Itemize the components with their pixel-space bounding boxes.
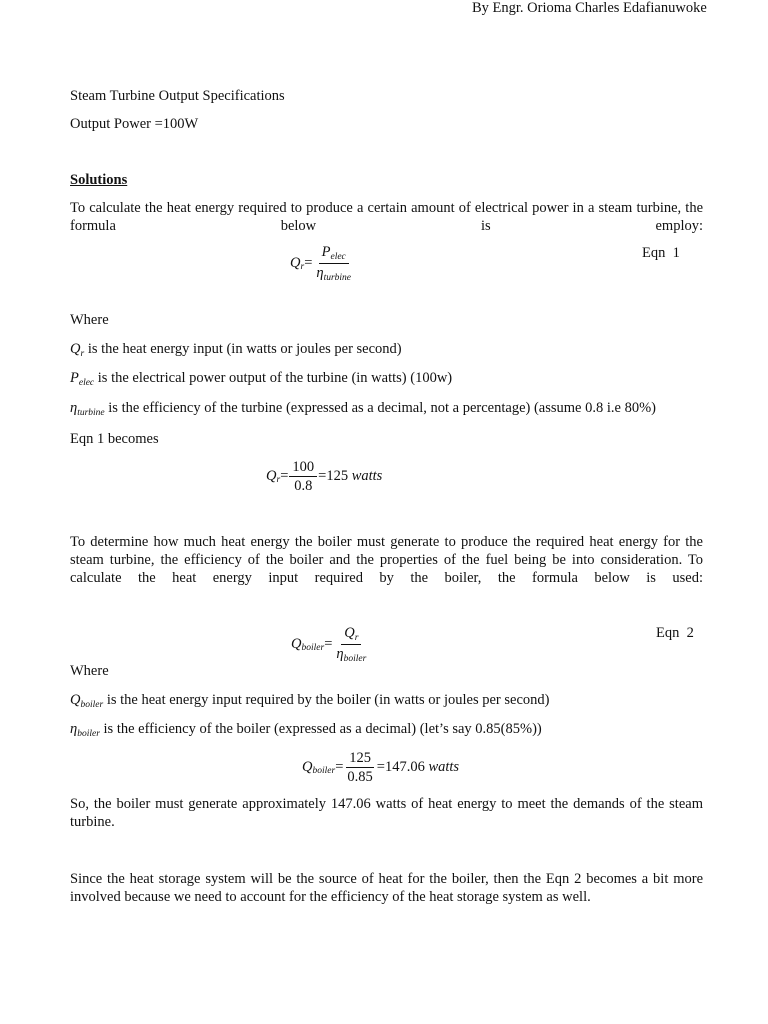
- equals-sign: =: [318, 468, 327, 484]
- equals-sign: =: [376, 759, 385, 775]
- author-header: By Engr. Orioma Charles Edafianuwoke: [472, 0, 707, 16]
- def-eta-turbine: $\eta_{turbine}$ is the efficiency of the turbine (expressed as a decimal, not a percentage) (assume 0.8 i.e 80%): [70, 400, 656, 418]
- solutions-heading: Solutions: [70, 172, 128, 188]
- eq1-lhs: Q: [290, 255, 301, 271]
- eqn2-label: Eqn 2: [656, 625, 694, 641]
- where-label-1: Where: [70, 312, 109, 328]
- eq1-den: η: [316, 265, 324, 281]
- equals-sign: =: [304, 255, 313, 271]
- calculation-1: Q r = $\frac{100}{0.8}$ = 125 watts: [266, 459, 383, 494]
- eq1-fraction: [313, 244, 354, 283]
- equation-1: [290, 244, 355, 283]
- eq1-num-sub: elec: [330, 252, 346, 262]
- def-qboiler: $Q_{boiler}$ is the heat energy input required by the boiler (in watts or joules per second): [70, 692, 550, 710]
- conclusion-paragraph: So, the boiler must generate approximately 147.06 watts of heat energy to meet the demands of the steam turbine.: [70, 796, 703, 830]
- calc2-unit: watts: [428, 759, 460, 775]
- eqn1-label: Eqn 1: [642, 245, 680, 261]
- eq2-fraction: $\frac{Q_r}{\eta_{boiler}}$: [336, 625, 367, 664]
- equals-sign: =: [335, 759, 344, 775]
- def-qr: $Q_r$ is the heat energy input (in watts or joules per second): [70, 341, 402, 359]
- eq1-den-sub: turbine: [323, 273, 352, 283]
- equals-sign: =: [280, 468, 289, 484]
- eqn1-becomes: Eqn 1 becomes: [70, 431, 159, 447]
- calc2-result: 147.06: [384, 759, 425, 775]
- def-eta-boiler: $\eta_{boiler}$ is the efficiency of the boiler (expressed as a decimal) (let’s say 0.85(85%)): [70, 721, 542, 739]
- def-pelec: $P_{elec}$ is the electrical power output of the turbine (in watts) (100w): [70, 370, 453, 388]
- equals-sign: =: [324, 636, 333, 652]
- boiler-paragraph: To determine how much heat energy the boiler must generate to produce the required heat energy for the steam turbine, the efficiency of the boiler and the properties of the fuel being be into consideration. To calculate the heat energy input required by the boiler, the formula below is used:: [70, 534, 703, 586]
- eq1-lhs-sub: r: [300, 261, 305, 272]
- calculation-2: Q boiler = $\frac{125}{0.85}$ = 147.06 watts: [302, 750, 460, 785]
- eq1-num: P: [321, 244, 331, 260]
- where-label-2: Where: [70, 663, 109, 679]
- equation-2: Q boiler = $\frac{Q_r}{\eta_{boiler}}$: [291, 625, 370, 664]
- calc1-fraction: $\frac{100}{0.8}$: [289, 459, 317, 494]
- storage-paragraph: Since the heat storage system will be the source of heat for the boiler, then the Eqn 2 becomes a bit more involved because we need to account for the efficiency of the heat storage system as well.: [70, 871, 703, 905]
- output-power: Output Power =100W: [70, 116, 199, 132]
- intro-paragraph: To calculate the heat energy required to produce a certain amount of electrical power in a steam turbine, the formula below is employ:: [70, 200, 703, 234]
- spec-title: Steam Turbine Output Specifications: [70, 88, 285, 104]
- calc1-result: 125: [326, 468, 349, 484]
- calc2-fraction: $\frac{125}{0.85}$: [347, 750, 373, 785]
- calc1-unit: watts: [351, 468, 383, 484]
